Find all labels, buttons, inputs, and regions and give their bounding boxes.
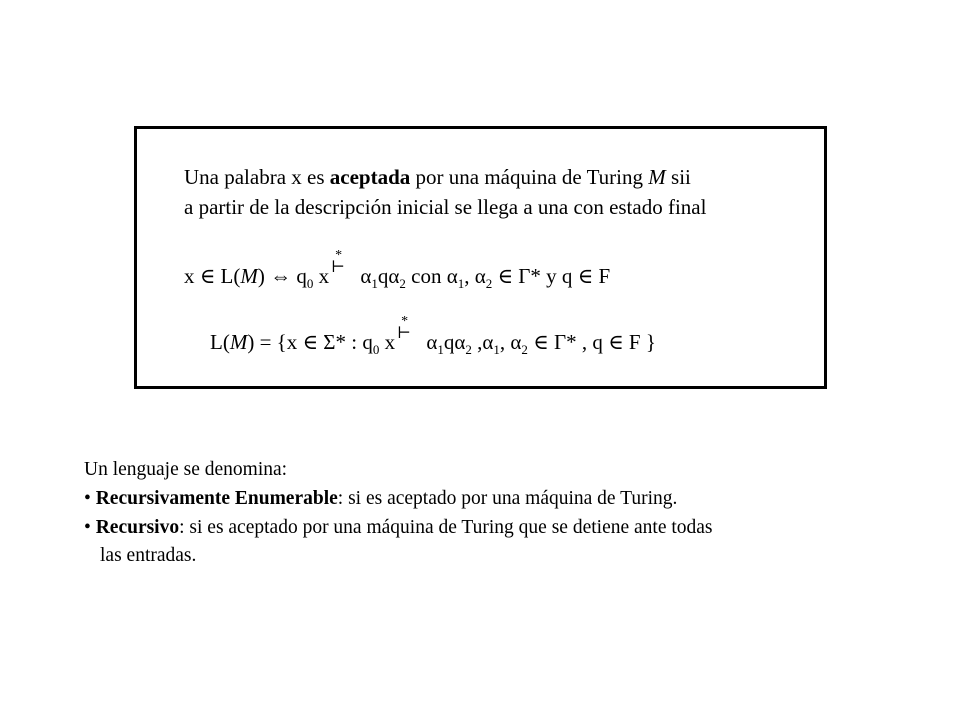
math-segment: qα	[443, 330, 466, 354]
yields-star-operator	[395, 314, 421, 354]
subscript: 0	[306, 276, 314, 291]
definition-line-1	[184, 165, 691, 189]
language-set-definition	[210, 314, 656, 357]
notes-heading: Un lenguaje se denomina:	[84, 459, 288, 480]
subscript: 2	[399, 276, 406, 291]
term-aceptada: aceptada	[329, 165, 411, 189]
term-recursive: Recursivo	[95, 517, 180, 538]
subscript: 0	[372, 342, 380, 357]
machine-symbol: M	[229, 330, 248, 354]
math-segment: con α	[405, 264, 458, 288]
math-segment: ,α	[471, 330, 494, 354]
subscript: 1	[371, 276, 378, 291]
machine-symbol: M	[648, 165, 666, 189]
term-recursively-enumerable: Recursivamente Enumerable	[95, 488, 338, 509]
star-symbol: *	[335, 248, 343, 263]
bullet: •	[84, 517, 96, 538]
math-segment: α	[355, 264, 372, 288]
math-segment: ∈ Γ* y q ∈ F	[492, 264, 611, 288]
math-segment: ) = {x ∈ Σ* : q	[247, 330, 373, 354]
subscript: 1	[437, 342, 444, 357]
text-segment: por una máquina de Turing	[410, 165, 649, 189]
subscript: 2	[465, 342, 472, 357]
definition-line-2: a partir de la descripción inicial se llega a una con estado final	[184, 195, 707, 219]
math-segment: ) ⇔ q	[257, 264, 307, 288]
text-segment: sii	[665, 165, 691, 189]
yields-star-operator	[329, 248, 355, 288]
machine-symbol: M	[240, 264, 258, 288]
note-recursive	[84, 516, 713, 540]
math-segment: L(	[210, 330, 230, 354]
math-segment: x	[379, 330, 396, 354]
acceptance-equivalence	[184, 248, 611, 291]
math-segment: , α	[499, 330, 522, 354]
math-segment: x ∈ L(	[184, 264, 241, 288]
subscript: 1	[493, 342, 500, 357]
bullet: •	[84, 488, 96, 509]
math-segment: qα	[377, 264, 400, 288]
math-segment: , α	[464, 264, 486, 288]
text-segment: Una palabra x es	[184, 165, 330, 189]
star-symbol: *	[401, 314, 409, 329]
subscript: 1	[457, 276, 465, 291]
note-recursive-continuation: las entradas.	[100, 545, 197, 566]
math-segment: α	[421, 330, 438, 354]
note-text: : si es aceptado por una máquina de Turing que se detiene ante todas	[179, 517, 713, 538]
subscript: 2	[521, 342, 528, 357]
turnstile-symbol: ⊢	[397, 325, 411, 342]
subscript: 2	[485, 276, 493, 291]
math-segment: x	[313, 264, 330, 288]
note-recursively-enumerable	[84, 487, 677, 511]
turnstile-symbol: ⊢	[331, 259, 345, 276]
math-segment: ∈ Γ* , q ∈ F }	[527, 330, 656, 354]
note-text: : si es aceptado por una máquina de Turing.	[337, 488, 678, 509]
